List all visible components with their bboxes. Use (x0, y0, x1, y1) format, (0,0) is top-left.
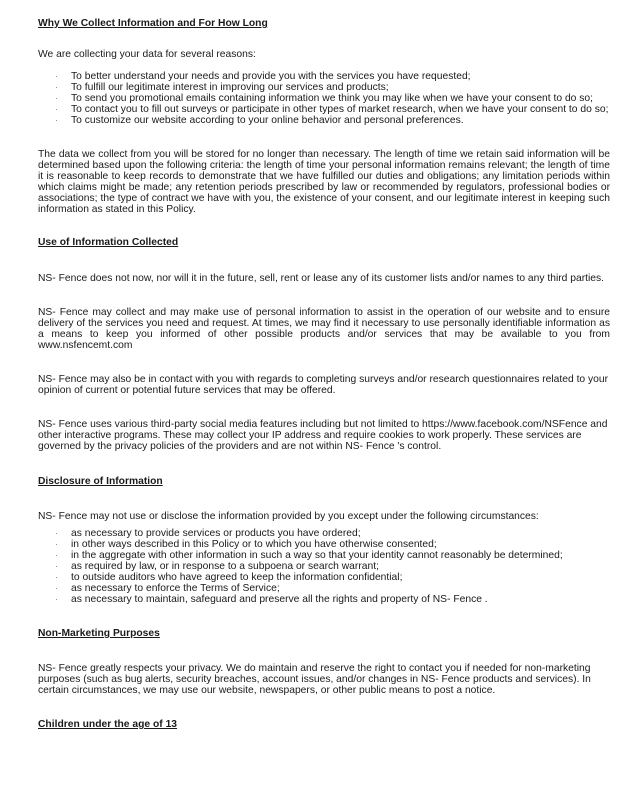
heading-disclosure: Disclosure of Information (38, 476, 163, 487)
bullet-icon: · (55, 595, 58, 604)
list-item: · as necessary to maintain, safeguard and preserve all the rights and property of NS- Fence . (55, 594, 488, 605)
non-marketing-paragraph: NS- Fence greatly respects your privacy. We do maintain and reserve the right to contact you if needed for non-marketing purposes (such as bug alerts, security breaches, account issues, and/or changes in NS- Fence products and services). In certain circumstances, we may use our website, newspapers, or other public means to post a notice. (38, 663, 591, 696)
heading-children: Children under the age of 13 (38, 719, 178, 730)
list-item: · To contact you to fill out surveys or participate in other types of market research, when we have your consent to do so; (55, 104, 609, 115)
bullet-icon: · (55, 562, 58, 571)
surveys-paragraph: NS- Fence may also be in contact with you with regards to completing surveys and/or research questionnaires related to your opinion of current or potential future services that may be offered. (38, 374, 609, 396)
list-item: · in other ways described in this Policy or to which you have otherwise consented; (55, 539, 437, 550)
bullet-icon: · (55, 72, 58, 81)
social-media-paragraph: NS- Fence uses various third-party social media features including but not limited to https://www.facebook.com/NSFence and other interactive programs. These may collect your IP address and require cookies to work properly. These services are governed by the privacy policies of the providers and are not within NS- Fence 's control. (38, 419, 608, 452)
why-intro: We are collecting your data for several reasons: (38, 49, 256, 60)
heading-why-we-collect: Why We Collect Information and For How Long (38, 18, 268, 29)
list-item: · in the aggregate with other information in such a way so that your identity cannot reasonably be determined; (55, 550, 563, 561)
bullet-icon: · (55, 551, 58, 560)
disclosure-intro: NS- Fence may not use or disclose the information provided by you except under the following circumstances: (38, 511, 539, 522)
bullet-icon: · (55, 540, 58, 549)
list-item: · to outside auditors who have agreed to keep the information confidential; (55, 572, 403, 583)
bullet-icon: · (55, 116, 58, 125)
list-item: · as required by law, or in response to a subpoena or search warrant; (55, 561, 379, 572)
list-item: · as necessary to provide services or products you have ordered; (55, 528, 361, 539)
bullet-icon: · (55, 584, 58, 593)
list-item: · To send you promotional emails containing information we think you may like when we have your consent to do so; (55, 93, 593, 104)
bullet-icon: · (55, 573, 58, 582)
bullet-icon: · (55, 83, 58, 92)
heading-non-marketing: Non-Marketing Purposes (38, 628, 160, 639)
retention-paragraph: The data we collect from you will be stored for no longer than necessary. The length of time we retain said information will be determined based upon the following criteria: the length of time your personal information remains relevant; the length of time it is reasonable to keep records to demonstrate that we have fulfilled our duties and obligations; any limitation periods within which claims might be made; any retention periods prescribed by law or recommended by regulators, professional bodies or associations; the type of contract we have with you, the existence of your consent, and our legitimate interest in keeping such information as stated in this Policy. (38, 149, 610, 215)
list-item: · as necessary to enforce the Terms of Service; (55, 583, 280, 594)
bullet-icon: · (55, 94, 58, 103)
bullet-icon: · (55, 105, 58, 114)
list-item: · To better understand your needs and provide you with the services you have requested; (55, 71, 471, 82)
list-item: · To customize our website according to your online behavior and personal preferences. (55, 115, 464, 126)
no-sell-paragraph: NS- Fence does not now, nor will it in the future, sell, rent or lease any of its customer lists and/or names to any third parties. (38, 273, 605, 284)
personal-info-use-paragraph: NS- Fence may collect and may make use of personal information to assist in the operation of our website and to ensure delivery of the services you need and request. At times, we may find it necessary to use personally identifiable information as a means to keep you informed of other possible products and/or services that may be available to you from www.nsfencemt.com (38, 307, 610, 351)
why-reasons-list (38, 71, 610, 126)
disclosure-circumstances-list (38, 528, 610, 605)
heading-use-of-information: Use of Information Collected (38, 237, 179, 248)
list-item: · To fulfill our legitimate interest in improving our services and products; (55, 82, 389, 93)
bullet-icon: · (55, 529, 58, 538)
